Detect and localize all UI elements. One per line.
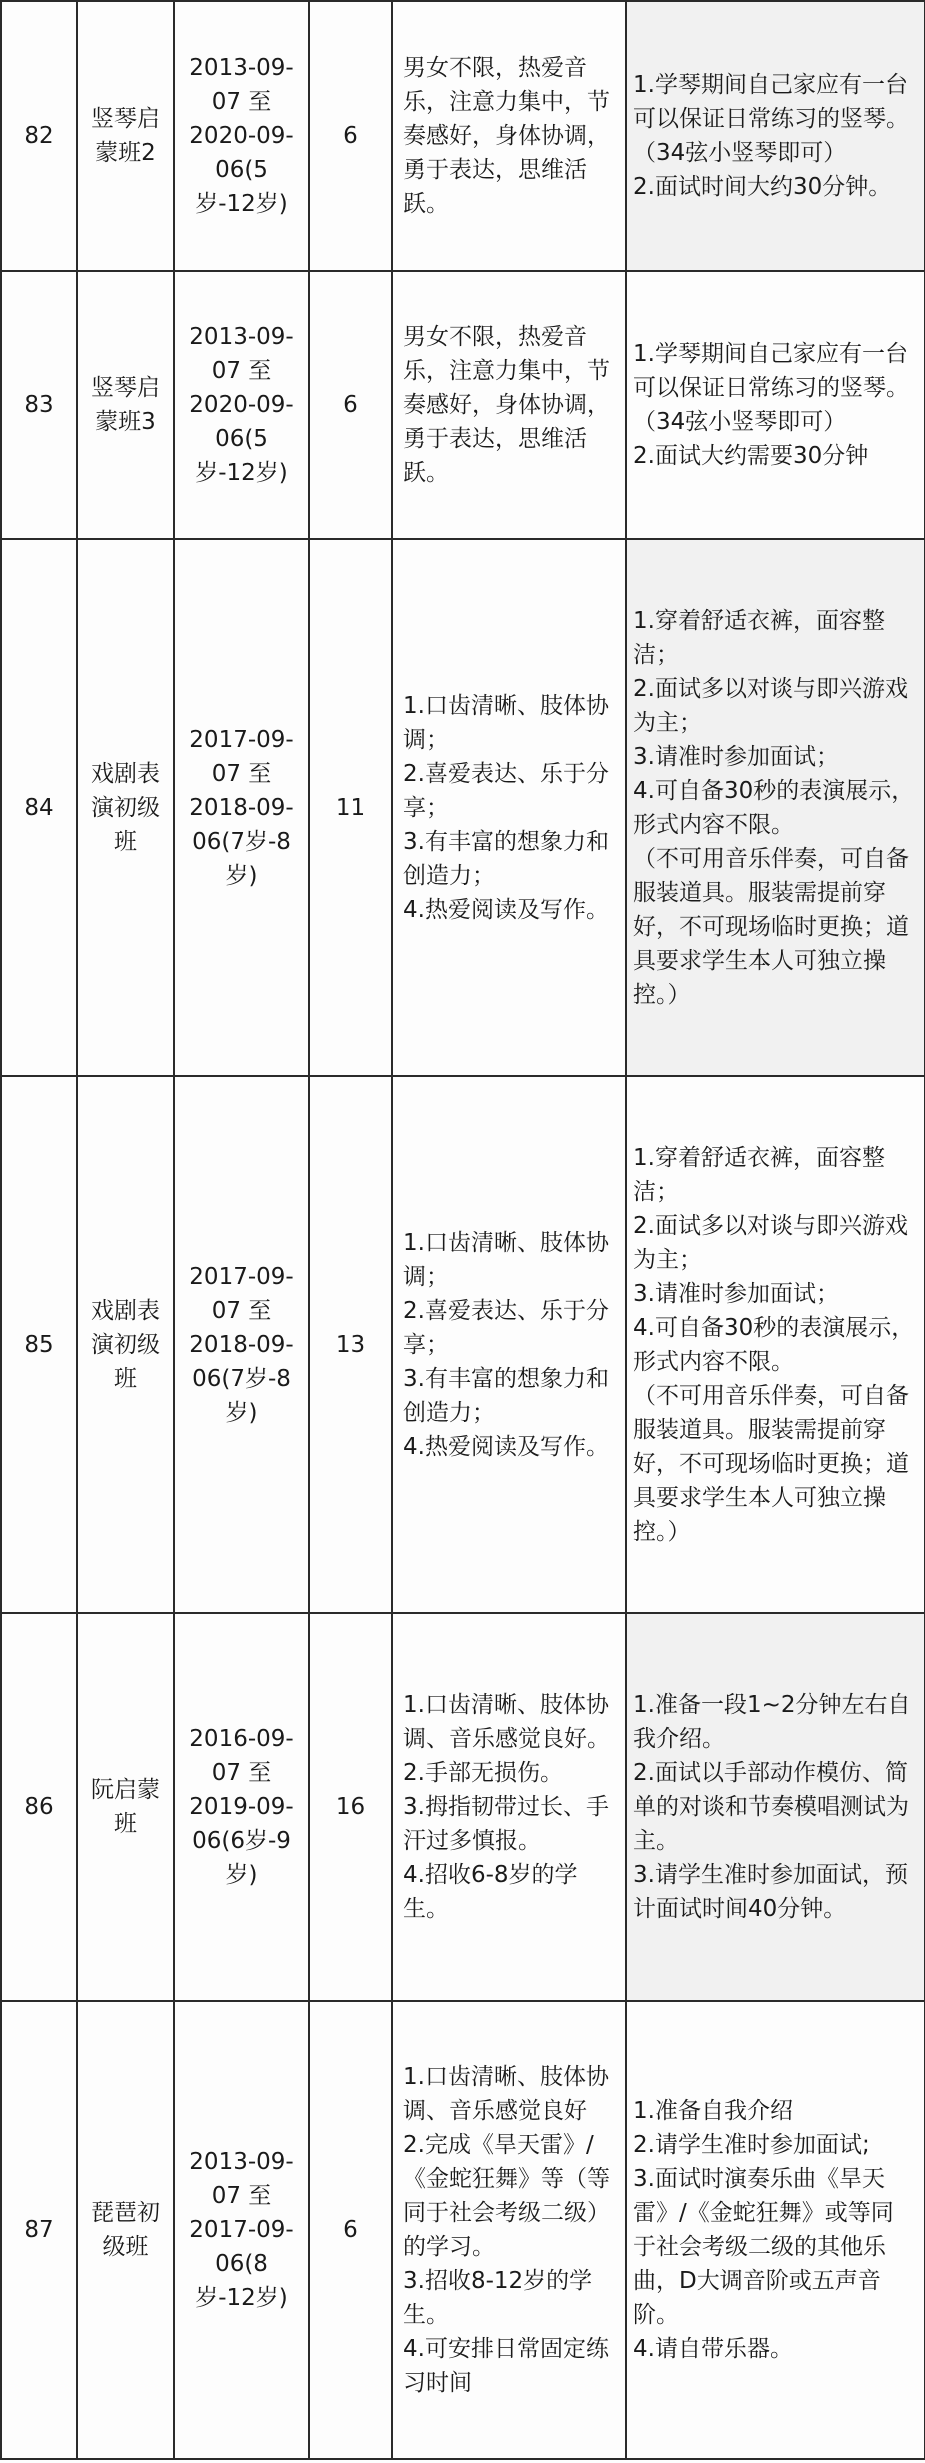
enrollment-conditions (392, 539, 626, 1076)
birth-date-range: 2016-09-07 至 2019-09-06(6岁-9岁) (174, 1613, 309, 2001)
requirement-line: 2.面试多以对谈与即兴游戏为主； (633, 1212, 908, 1273)
condition-line: 4.热爱阅读及写作。 (403, 1433, 609, 1460)
condition-line: 1.口齿清晰、肢体协调； (403, 692, 609, 753)
class-name: 竖琴启蒙班2 (77, 1, 174, 271)
row-number: 85 (1, 1076, 77, 1613)
condition-line: 4.热爱阅读及写作。 (403, 896, 609, 923)
requirement-line: （不可用音乐伴奏，可自备服装道具。服装需提前穿好，不可现场临时更换；道具要求学生本人可独立操控。） (633, 845, 909, 1008)
birth-date-range: 2013-09-07 至 2020-09-06(5岁-12岁) (174, 1, 309, 271)
row-number: 87 (1, 2001, 77, 2459)
table-body (1, 1, 925, 2459)
requirement-line: 3.面试时演奏乐曲《旱天雷》/《金蛇狂舞》或等同于社会考级二级的其他乐曲，D大调音阶或五声音阶。 (633, 2166, 894, 2328)
table-row (1, 2001, 925, 2459)
condition-line: 4.招收6-8岁的学生。 (403, 1862, 578, 1922)
table-row (1, 539, 925, 1076)
birth-date-range: 2013-09-07 至 2020-09-06(5岁-12岁) (174, 271, 309, 539)
interview-requirements (626, 271, 925, 539)
enrollment-count: 6 (309, 271, 392, 539)
requirement-line: 3.请准时参加面试； (633, 1280, 839, 1307)
condition-line: 2.手部无损伤。 (403, 1760, 563, 1786)
class-name: 竖琴启蒙班3 (77, 271, 174, 539)
requirement-line: 4.可自备30秒的表演展示，形式内容不限。 (633, 777, 915, 838)
condition-line: 男女不限，热爱音乐，注意力集中，节奏感好，身体协调，勇于表达，思维活跃。 (403, 324, 610, 486)
birth-date-range: 2017-09-07 至 2018-09-06(7岁-8岁) (174, 539, 309, 1076)
condition-line: 男女不限，热爱音乐，注意力集中，节奏感好，身体协调，勇于表达，思维活跃。 (403, 55, 610, 217)
enrollment-count: 13 (309, 1076, 392, 1613)
interview-requirements (626, 1, 925, 271)
enrollment-conditions (392, 1076, 626, 1613)
interview-requirements (626, 2001, 925, 2459)
interview-requirements (626, 1076, 925, 1613)
requirement-line: （不可用音乐伴奏，可自备服装道具。服装需提前穿好，不可现场临时更换；道具要求学生本人可独立操控。） (633, 1382, 909, 1545)
table-row (1, 1, 925, 271)
condition-line: 1.口齿清晰、肢体协调、音乐感觉良好。 (403, 1692, 610, 1752)
condition-line: 1.口齿清晰、肢体协调、音乐感觉良好 (403, 2064, 609, 2124)
row-number: 82 (1, 1, 77, 271)
table-row (1, 1613, 925, 2001)
class-name: 琵琶初级班 (77, 2001, 174, 2459)
requirement-line: 2.请学生准时参加面试; (633, 2132, 870, 2158)
enrollment-count: 16 (309, 1613, 392, 2001)
requirement-line: 1.准备自我介绍 (633, 2098, 793, 2124)
enrollment-conditions (392, 2001, 626, 2459)
class-name: 戏剧表演初级班 (77, 1076, 174, 1613)
requirement-line: 4.可自备30秒的表演展示，形式内容不限。 (633, 1314, 915, 1375)
requirement-line: 2.面试多以对谈与即兴游戏为主； (633, 675, 908, 736)
table-row (1, 1076, 925, 1613)
requirement-line: 2.面试时间大约30分钟。 (633, 174, 892, 200)
requirement-line: 2.面试大约需要30分钟 (633, 443, 869, 469)
enrollment-conditions (392, 271, 626, 539)
enrollment-conditions (392, 1613, 626, 2001)
requirement-line: 2.面试以手部动作模仿、简单的对谈和节奏模唱测试为主。 (633, 1760, 909, 1854)
enrollment-conditions (392, 1, 626, 271)
birth-date-range: 2013-09-07 至 2017-09-06(8岁-12岁) (174, 2001, 309, 2459)
condition-line: 3.招收8-12岁的学生。 (403, 2268, 593, 2328)
requirement-line: 1.学琴期间自己家应有一台可以保证日常练习的竖琴。（34弦小竖琴即可） (633, 341, 909, 435)
condition-line: 2.完成《旱天雷》/《金蛇狂舞》等（等同于社会考级二级）的学习。 (403, 2132, 610, 2260)
row-number: 84 (1, 539, 77, 1076)
condition-line: 1.口齿清晰、肢体协调； (403, 1229, 609, 1290)
table-row (1, 271, 925, 539)
interview-requirements (626, 1613, 925, 2001)
requirement-line: 4.请自带乐器。 (633, 2336, 793, 2362)
requirement-line: 3.请学生准时参加面试，预计面试时间40分钟。 (633, 1862, 908, 1922)
condition-line: 2.喜爱表达、乐于分享； (403, 760, 609, 821)
row-number: 86 (1, 1613, 77, 2001)
class-name: 戏剧表演初级班 (77, 539, 174, 1076)
requirement-line: 1.学琴期间自己家应有一台可以保证日常练习的竖琴。（34弦小竖琴即可） (633, 72, 909, 166)
enrollment-count: 6 (309, 1, 392, 271)
enrollment-count: 11 (309, 539, 392, 1076)
condition-line: 2.喜爱表达、乐于分享； (403, 1297, 609, 1358)
requirement-line: 1.穿着舒适衣裤，面容整洁； (633, 607, 885, 668)
condition-line: 3.有丰富的想象力和创造力； (403, 828, 609, 889)
requirement-line: 1.穿着舒适衣裤，面容整洁； (633, 1144, 885, 1205)
requirement-line: 3.请准时参加面试； (633, 743, 839, 770)
condition-line: 4.可安排日常固定练习时间 (403, 2336, 609, 2396)
enrollment-count: 6 (309, 2001, 392, 2459)
row-number: 83 (1, 271, 77, 539)
requirement-line: 1.准备一段1~2分钟左右自我介绍。 (633, 1692, 911, 1752)
interview-requirements (626, 539, 925, 1076)
condition-line: 3.有丰富的想象力和创造力； (403, 1365, 609, 1426)
condition-line: 3.拇指韧带过长、手汗过多慎报。 (403, 1794, 609, 1854)
birth-date-range: 2017-09-07 至 2018-09-06(7岁-8岁) (174, 1076, 309, 1613)
class-name: 阮启蒙班 (77, 1613, 174, 2001)
